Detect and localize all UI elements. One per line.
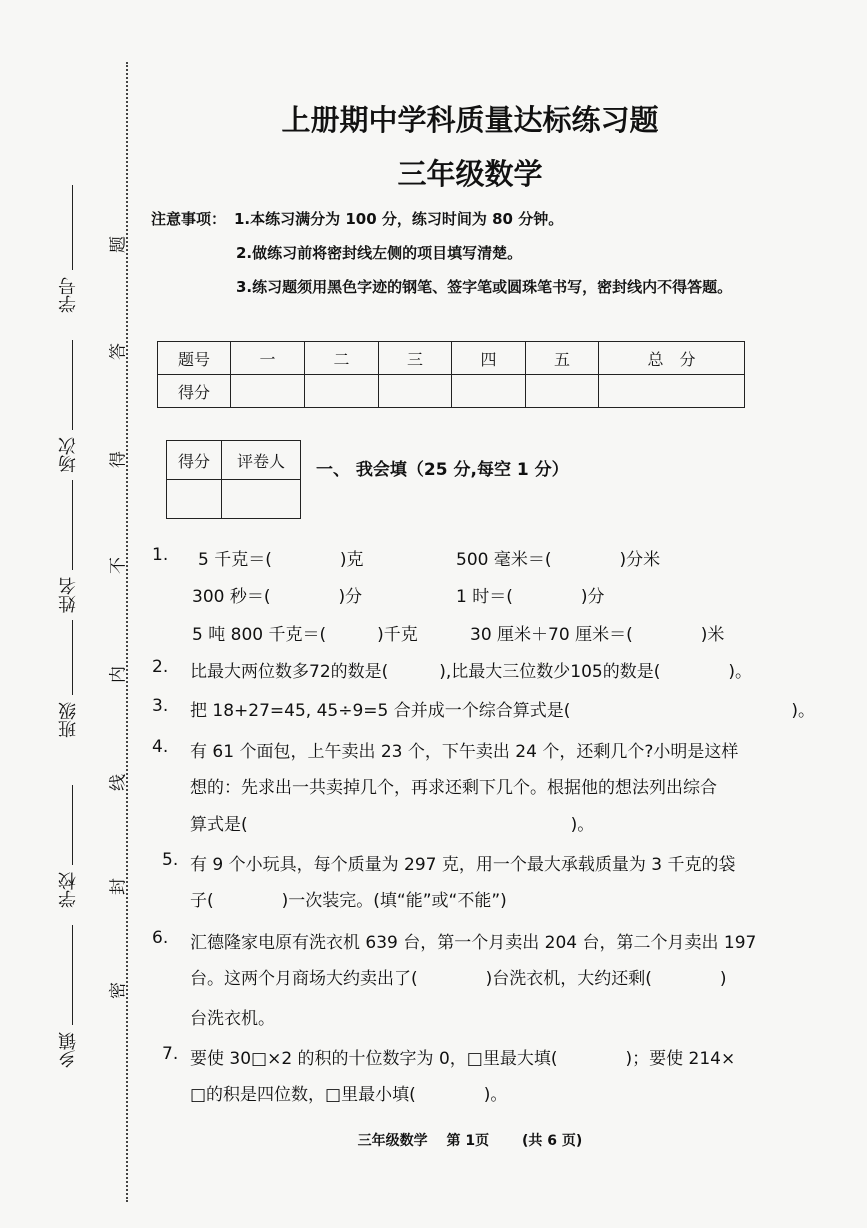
page-subtitle: 三年级数学 [397,157,543,191]
score-header-cell: 一 [231,342,305,375]
question-number: 3. [152,696,169,716]
field-label-session: 场次 [58,437,79,473]
question-blank: 1 时＝( )分 [456,587,605,607]
question-blank: 500 毫米＝( )分米 [456,550,661,570]
seal-char: 封 [108,878,129,895]
grader-name-label: 评卷人 [222,441,301,480]
seal-char: 内 [108,666,129,683]
question-text: 台。这两个月商场大约卖出了( )台洗衣机，大约还剩( ) [190,969,727,989]
score-cell[interactable] [305,375,379,408]
question-number: 2. [152,657,169,677]
note-item: 1.本练习满分为 100 分，练习时间为 80 分钟。 [234,210,564,228]
score-header-cell: 三 [379,342,452,375]
question-blank: 5 千克＝( )克 [198,550,364,570]
grader-table [166,440,301,519]
score-header-cell: 四 [452,342,526,375]
field-line-name[interactable] [72,480,73,570]
question-number: 5. [162,850,179,870]
field-line-student-no[interactable] [72,185,73,270]
field-label-township: 乡镇 [58,1032,79,1068]
field-label-school: 学校 [58,872,79,908]
question-text: 比最大两位数多72的数是( ),比最大三位数少105的数是( )。 [190,662,753,682]
score-cell[interactable] [231,375,305,408]
question-text: 要使 30□×2 的积的十位数字为 0，□里最大填( )；要使 214× [190,1049,736,1069]
seal-char: 不 [108,557,129,574]
score-cell[interactable] [526,375,599,408]
grader-score-cell[interactable] [167,480,222,519]
score-table [157,341,745,408]
question-blank: 30 厘米＋70 厘米＝( )米 [470,625,725,645]
question-text: 子( )一次装完。(填“能”或“不能”) [190,891,507,911]
page-title: 上册期中学科质量达标练习题 [281,103,659,137]
seal-char: 题 [108,236,129,253]
question-text: 汇德隆家电原有洗衣机 639 台，第一个月卖出 204 台，第二个月卖出 197 [190,933,757,953]
field-label-name: 姓名 [58,577,79,613]
seal-char: 答 [108,343,129,360]
field-line-class[interactable] [72,620,73,695]
score-cell[interactable] [452,375,526,408]
score-cell-total[interactable] [599,375,745,408]
question-text: 算式是( )。 [190,815,595,835]
question-text: 有 61 个面包，上午卖出 23 个，下午卖出 24 个，还剩几个?小明是这样 [190,742,739,762]
seal-char: 密 [108,982,129,999]
score-header-cell: 五 [526,342,599,375]
score-header-cell: 总 分 [599,342,745,375]
score-header-cell: 二 [305,342,379,375]
seal-char: 线 [108,774,129,791]
field-line-township[interactable] [72,925,73,1025]
score-cell[interactable] [379,375,452,408]
note-item: 2.做练习前将密封线左侧的项目填写清楚。 [236,244,523,262]
field-label-student-no: 学号 [58,277,79,313]
notes-label: 注意事项： [151,210,227,228]
field-line-session[interactable] [72,340,73,430]
score-row-label: 得分 [158,375,231,408]
grader-score-label: 得分 [167,441,222,480]
question-number: 1. [152,545,169,565]
question-number: 4. [152,737,169,757]
question-text: 想的：先求出一共卖掉几个，再求还剩下几个。根据他的想法列出综合 [190,778,717,798]
question-text: □的积是四位数，□里最小填( )。 [190,1085,508,1105]
question-text: 有 9 个小玩具，每个质量为 297 克，用一个最大承载质量为 3 千克的袋 [190,855,736,875]
field-line-school[interactable] [72,785,73,865]
grader-name-cell[interactable] [222,480,301,519]
question-blank: 5 吨 800 千克＝( )千克 [192,625,418,645]
score-header-cell: 题号 [158,342,231,375]
section-title: 一、 我会填（25 分,每空 1 分） [316,460,569,480]
question-text: 台洗衣机。 [190,1009,275,1029]
page-footer: 三年级数学 第 1页 (共 6 页) [357,1133,583,1149]
note-item: 3.练习题须用黑色字迹的钢笔、签字笔或圆珠笔书写，密封线内不得答题。 [236,278,733,296]
question-blank: 300 秒＝( )分 [192,587,363,607]
seal-char: 得 [108,451,129,468]
question-text: 把 18+27=45, 45÷9=5 合并成一个综合算式是( )。 [190,701,816,721]
question-number: 7. [162,1044,179,1064]
field-label-class: 班级 [58,702,79,738]
question-number: 6. [152,928,169,948]
